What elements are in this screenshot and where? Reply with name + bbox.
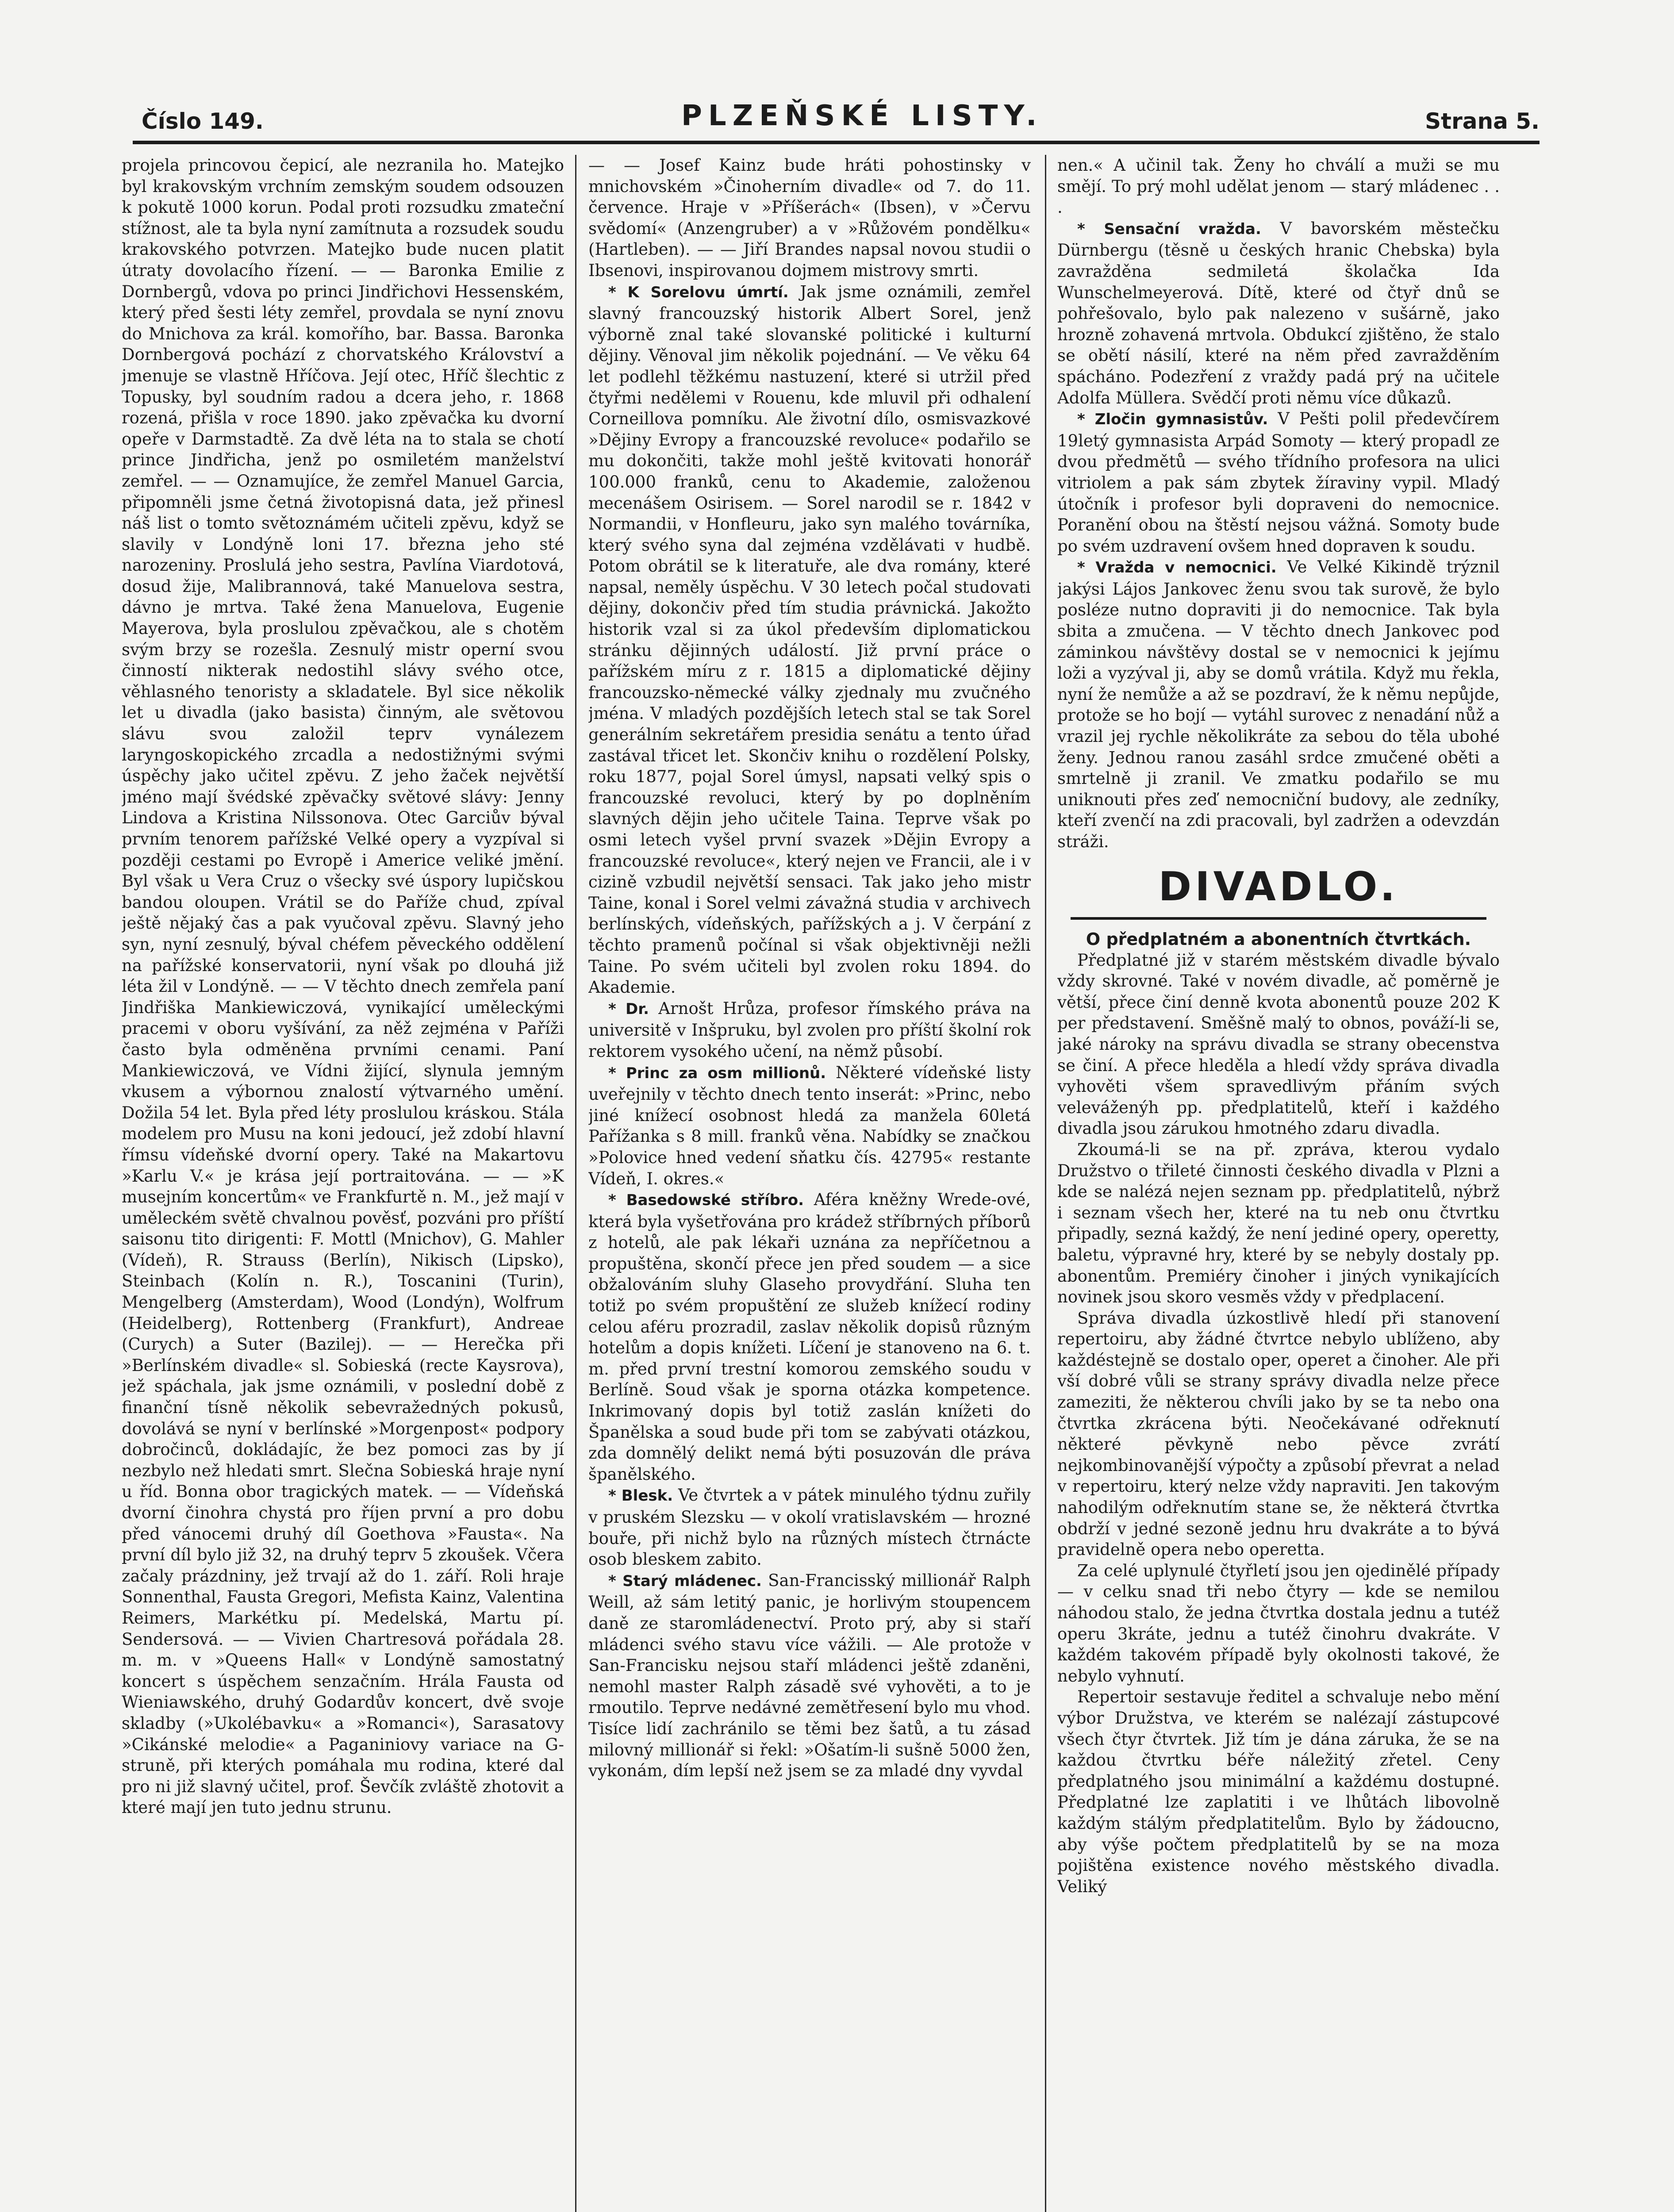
- article-headline: * K Sorelovu úmrtí.: [608, 283, 789, 301]
- article-paragraph: * Basedowské stříbro. Aféra kněžny Wrede-ové, která byla vyšetřována pro krádež stříbrných příborů z hotelů, ale pak lékaři uznána za nepříčetnou a propuštěna, skončí přece jen před soudem — a sice obžalováním sluhy Glaseho provydřání. Sluha ten totiž po svém propuštění ze služeb knížecí rodiny celou aféru prozradil, zaslav několik dopisů různým hotelům a dopis knížeti. Líčení je stanoveno na 6. t. m. před první trestní komorou zemského soudu v Berlíně. Soud však je sporna otázka kompetence. Inkrimovaný dopis byl totiž zaslán knížeti do Španělska a soud bude při tom se zabývati otázkou, zda domnělý delikt nemá býti posuzován dle práva španělského.: [588, 1190, 1031, 1484]
- theatre-rule: [1071, 917, 1486, 920]
- article-paragraph: Předplatné již v starém městském divadle bývalo vždy skrovné. Také v novém divadle, ač poměrně je větší, přece činí denně kvota abonentů pouze 202 K per představení. Směšně malý to obnos, pováží-li se, jaké nároky na správu divadla se strany obecenstva se činí. A přece hleděla a hledí vždy správa divadla vyhověti všem spravedlivým přáním svých veleváženýh pp. předplatitelů, kteří i každého divadla jsou zárukou hmotného zdaru divadla.: [1057, 950, 1500, 1138]
- page-header: [142, 100, 1540, 139]
- article-headline: * Basedowské stříbro.: [608, 1191, 804, 1210]
- page-number: Strana 5.: [1425, 108, 1540, 134]
- theatre-subhead: O předplatném a abonentních čtvrtkách.: [1086, 929, 1471, 949]
- issue-number: Číslo 149.: [142, 108, 264, 134]
- article-paragraph: * Starý mládenec. San-Francisský millionář Ralph Weill, až sám letitý panic, je horlivým stoupencem daně ze staromládenectví. Proto prý, aby si staří mládenci svého stavu více vážili. — Ale protože v San-Francisku nejsou staří mládenci ještě zdaněni, nemohl master Ralph zásadě své vyhověti, a to je rmoutilo. Teprve nedávné zemětřesení bylo mu vhod. Tisíce lidí zachránilo se těmi bez šatů, a tu zásad milovný millionář si řekl: »Ošatím-li sušně 5000 žen, vykonám, dím lepší než jsem se za mladé dny vyvdal: [588, 1571, 1031, 1781]
- theatre-article: [1057, 950, 1500, 1897]
- article-headline: * Blesk.: [608, 1487, 673, 1505]
- column-divider: [1045, 155, 1046, 2212]
- newspaper-title: PLZEŇSKÉ LISTY.: [681, 100, 1043, 132]
- article-paragraph: Správa divadla úzkostlivě hledí při stanovení repertoiru, aby žádné čtvrtce nebylo ublíženo, aby každéstejně se dostalo oper, operet a činoher. Ale při vší dobré vůli se strany správy divadla nelze přece zameziti, že některou chvíli jako by se ta nebo ona čtvrtka zkrácena býti. Neočekávané odřeknutí některé pěvkyně nebo pěvce zvrátí nejkombinovanější výpočty a způsobí převrat a nelad v repertoiru, který nelze vždy napraviti. Jen takovým nahodilým odřeknutím stane se, že některá čtvrtka obdrží v jedné sezoně jednu hru dvakráte a to bývá pravidelně opera nebo operetta.: [1057, 1308, 1500, 1559]
- article-paragraph: — — Josef Kainz bude hráti pohostinsky v mnichovském »Činoherním divadle« od 7. do 11. července. Hraje v »Příšerách« (Ibsen), v »Červu svědomí« (Anzengruber) a v »Růžovém pondělku« (Hartleben). — — Jiří Brandes napsal novou studii o Ibsenovi, inspirovanou dojmem mistrovy smrti.: [588, 156, 1031, 280]
- article-headline: * Zločin gymnasistův.: [1077, 411, 1268, 429]
- article-headline: * Princ za osm millionů.: [608, 1064, 826, 1082]
- article-paragraph: * Blesk. Ve čtvrtek a v pátek minulého týdnu zuřily v pruském Slezsku — v okolí vratislavském — hrozné bouře, při nichž bylo na různých místech čtrnácte osob bleskem zabito.: [588, 1486, 1031, 1569]
- article-paragraph: Zkoumá-li se na př. zpráva, kterou vydalo Družstvo o třileté činnosti českého divadla v Plzni a kde se nalézá nejen seznam pp. předplatitelů, nýbrž i seznam všech her, které na tu neb onu čtvrtku připadly, sezná každý, že není jediné opery, operetty, baletu, výpravné hry, které by se nebyly dostaly pp. abonentům. Premiéry činoher i jiných vynikajících novinek jsou skoro vesměs vždy v předplacení.: [1057, 1140, 1500, 1307]
- article-headline: * Vražda v nemocnici.: [1077, 559, 1277, 577]
- article-headline: * Sensační vražda.: [1077, 220, 1261, 238]
- article-paragraph: * Zločin gymnasistův. V Pešti polil předevčírem 19letý gymnasista Arpád Somoty — který propadl ze dvou předmětů — svého třídního profesora na ulici vitriolem a pak sám zbytek žíraviny vypil. Mladý útočník i profesor byli dopraveni do nemocnice. Poranění obou na štěstí nejsou vážná. Somoty bude po svém uzdravení ovšem hned dopraven k soudu.: [1057, 409, 1500, 556]
- article-paragraph: projela princovou čepicí, ale nezranila ho. Matejko byl krakovským vrchním zemským soudem odsouzen k pokutě 1000 korun. Podal proti rozsudku zmateční stížnost, ale ta byla nyní zamítnuta a rozsudek soudu krakovského potvrzen. Matejko bude nucen platit útraty dovolacího řízení. — — Baronka Emilie z Dornbergů, vdova po princi Jindřichovi Hessenském, který před šesti léty zemřel, provdala se nyní znovu do Mnichova za král. komořího, bar. Bassa. Baronka Dornbergová pochází z chorvatského Království a jmenuje se vlastně Hříčova. Její otec, Hříč šlechtic z Topusky, byl soudním radou a dcera jeho, r. 1868 rozená, přišla v roce 1890. jako zpěvačka ku dvorní opeře v Darmstadtě. Za dvě léta na to stala se chotí prince Jindřicha, jenž po osmiletém manželství zemřel. — — Oznamujíce, že zemřel Manuel Garcia, připomněli jsme četná životopisná data, jež přinesl náš list o tomto světoznámém učiteli zpěvu, když se slavily v Londýně loni 17. března jeho sté narozeniny. Proslulá jeho sestra, Pavlína Viardotová, dosud žije, Malibrannová, také Manuelova sestra, dávno je mrtva. Také žena Manuelova, Eugenie Mayerova, byla proslulou zpěvačkou, ale s chotěm svým brzy se rozešla. Zesnulý mistr operní svou činností nikterak nedostihl slávy svého otce, věhlasného tenoristy a skladatele. Byl sice několik let u divadla (jako basista) činným, ale světovou slávu svou založil teprv vynálezem laryngoskopického zrcadla a nedostižnými svými úspěchy jako učitel zpěvu. Z jeho žaček největší jméno mají švédské zpěvačky světové slávy: Jenny Lindova a Kristina Nilssonova. Otec Garciův býval prvním tenorem pařížské Velké opery a vyzpíval si později cestami po Evropě i Americe veliké jmění. Byl však u Vera Cruz o všecky své úspory lupičskou bandou oloupen. Vrátil se do Paříže chud, zpíval ještě nějaký čas a pak vyučoval zpěvu. Slavný jeho syn, nyní zesnulý, býval chéfem pěveckého oddělení na pařížské konservatorii, nyní však po dlouhá již léta žil v Londýně. — — V těchto dnech zemřela paní Jindřiška Mankiewiczová, vynikající uměleckými pracemi v oboru vyšívání, za něž zejména v Paříži často byla odměněna prvními cenami. Paní Mankiewiczová, ve Vídni žijící, slynula jemným vkusem a výbornou znalostí výtvarného umění. Dožila 54 let. Byla před léty proslulou kráskou. Stála modelem pro Musu na koni jedoucí, jež zdobí hlavní římsu vídeňské dvorní opery. Také na Makartovu »Karlu V.« je krása její portraitována. — — »K musejním koncertům« ve Frankfurtě n. M., jež mají v uměleckém světě chvalnou pověsť, pozváni pro příští saisonu tito dirigenti: F. Mottl (Mnichov), G. Mahler (Vídeň), R. Strauss (Berlín), Nikisch (Lipsko), Steinbach (Kolín n. R.), Toscanini (Turin), Mengelberg (Amsterdam), Wood (Londýn), Wolfrum (Heidelberg), Rottenberg (Frankfurt), Andreae (Curych) a Suter (Bazilej). — — Herečka při »Berlínském divadle« sl. Sobieská (recte Kaysrova), jež spáchala, jak jsme oznámili, v poslední době z finanční tísně několik sebevražedných pokusů, dovolává se nyní v berlínské »Morgenpost« podpory dobročinců, dokládajíc, že bez pomoci zas by jí nezbylo než hledati smrt. Slečna Sobieská hraje nyní u říd. Bonna obor tragických matek. — — Vídeňská dvorní činohra chystá pro říjen první a pro dobu před vánocemi druhý díl Goethova »Fausta«. Na první díl bylo již 32, na druhý teprv 5 zkoušek. Včera začaly prázdniny, jež trvají až do 1. září. Roli hraje Sonnenthal, Fausta Gregori, Mefista Kainz, Valentina Reimers, Markétku pí. Medelská, Martu pí. Sendersová. — — Vivien Chartresová pořádala 28. m. m. v »Queens Hall« v Londýně samostatný koncert s úspěchem senzačním. Hrála Fausta od Wieniawského, druhý Godardův koncert, dvě svoje skladby (»Ukolébavku« a »Romanci«), Sarasatovy »Cikánské melodie« a Paganiniovy variace na G-struně, při kterých pomáhala mu rodina, které dal pro ni již slavný učitel, prof. Ševčík zvláště zhotovit a které mají jen tuto jednu strunu.: [122, 156, 564, 1817]
- article-headline: * Dr.: [608, 1000, 649, 1018]
- article-paragraph: * Vražda v nemocnici. Ve Velké Kikindě trýznil jakýsi Lájos Jankovec ženu svou tak surově, že bylo posléze nutno dopraviti ji do nemocnice. Tak byla sbita a zmučena. — V těchto dnech Jankovec pod záminkou návštěvy dostal se v nemocnici k jejímu loži a vyzýval ji, aby se domů vrátila. Když mu řekla, nyní že nemůže a až se pozdraví, že k němu nepůjde, protože se ho bojí — vytáhl surovec z nenadání nůž a vrazil jej rychle několikráte za sebou do těla ubohé ženy. Jednou ranou zasáhl srdce zmučené oběti a smrtelně ji zranil. Ve zmatku podařilo se mu uniknouti přes zeď nemocniční budovy, ale zedníky, kteří zvenčí na zdi pracovali, byl zadržen a odevzdán stráži.: [1057, 557, 1500, 851]
- article-headline: * Starý mládenec.: [608, 1572, 762, 1590]
- column-2: [588, 155, 1031, 2212]
- column-3-news: [1057, 155, 1500, 853]
- article-paragraph: * K Sorelovu úmrtí. Jak jsme oznámili, zemřel slavný francouzský historik Albert Sorel, jenž výborně znal také slovanské politické i kulturní dějiny. Věnoval jim několik pojednání. — Ve věku 64 let podlehl těžkému nastuzení, které si utržil před čtyřmi nedělemi v Rouenu, kde mluvil při odhalení Corneillova pomníku. Ale životní dílo, osmisvazkové »Dějiny Evropy a francouzské revoluce« podařilo se mu dokončiti, takže mohl ještě kvitovati honorář 100.000 franků, cenu to Akademie, založenou mecenášem Osirisem. — Sorel narodil se r. 1842 v Normandii, v Honfleuru, jako syn malého továrníka, který svého syna dal zejména vzdělávati v hudbě. Potom obrátil se k literatuře, ale dva romány, které napsal, neměly úspěchu. V 30 letech počal studovati dějiny, dokončiv před tím studia právnická. Jakožto historik vzal si za úkol především diplomatickou stránku dějinných událostí. Již první práce o pařížském míru z r. 1815 a diplomatické dějiny francouzsko-německé války zjednaly mu zvučného jména. V mladých pozdějších letech stal se tak Sorel generálním sekretářem presidia senátu a tento úřad zastával třicet let. Skončiv knihu o rozdělení Polsky, roku 1877, pojal Sorel úmysl, napsati velký spis o francouzské revoluci, který by po doplněním slavných dějin jeho učitele Taina. Teprve však po osmi letech vyšel první svazek »Dějin Evropy a francouzské revoluce«, který nejen ve Francii, ale i v cizině vzbudil největší sensaci. Tak jako jeho mistr Taine, konal i Sorel velmi závažná studia v archivech berlínských, vídeňských, pařížských a j. V čerpání z těchto pramenů počínal si však objektivněji nežli Taine. Po svém učiteli byl zvolen roku 1894. do Akademie.: [588, 282, 1031, 997]
- article-paragraph: * Sensační vražda. V bavorském městečku Dürnbergu (těsně u českých hranic Chebska) byla zavražděna sedmiletá školačka Ida Wunschelmeyerová. Dítě, které od čtyř dnů se pohřešovalo, bylo pak nalezeno v sušárně, jako hrozně zohavená mrtvola. Obdukcí zjištěno, že stalo se obětí násilí, které na něm před zavražděním spácháno. Podezření z vraždy padá prý na učitele Adolfa Müllera. Svědčí proti němu více důkazů.: [1057, 219, 1500, 407]
- article-paragraph: * Dr. Arnošt Hrůza, profesor římského práva na universitě v Inšpruku, byl zvolen pro příští školní rok rektorem vysokého učení, na němž působí.: [588, 998, 1031, 1061]
- article-paragraph: Za celé uplynulé čtyřletí jsou jen ojedinělé případy — v celku snad tři nebo čtyry — kde se nemilou náhodou stalo, že jedna čtvrtka dostala jednu a tutéž operu 3kráte, jednu a tutéž činohru dvakráte. V každém takovém případě byly okolnosti takové, že nebylo vyhnutí.: [1057, 1561, 1500, 1686]
- column-3: [1057, 155, 1500, 2212]
- header-rule: [133, 141, 1540, 144]
- article-paragraph: * Princ za osm millionů. Některé vídeňské listy uveřejnily v těchto dnech tento inserát: »Princ, nebo jiné knížecí osobnost hledá za manžela 60letá Pařížanka s 8 mill. franků věna. Nabídky se značkou »Polovice hned vedení sňatku čís. 42795« restante Vídeň, I. okres.«: [588, 1063, 1031, 1188]
- theatre-masthead: DIVADLO.: [1158, 863, 1399, 910]
- article-paragraph: Repertoir sestavuje ředitel a schvaluje nebo mění výbor Družstva, ve kterém se nalézají zástupcové všech čtyr čtvrtek. Již tím je dána záruka, že se na každou čtvrtku béře náležitý zřetel. Ceny předplatného jsou minimální a každému dostupné. Předplatné lze zaplatiti i ve lhůtách libovolně každým stálým předplatitelům. Bylo by žádoucno, aby výše počtem předplatitelů by se na moza pojištěna existence nového městského divadla. Veliký: [1057, 1687, 1500, 1896]
- column-1: [122, 155, 564, 2212]
- article-paragraph: nen.« A učinil tak. Ženy ho chválí a muži se mu smějí. To prý mohl udělat jenom — starý mládenec . . .: [1057, 156, 1500, 217]
- column-divider: [575, 155, 576, 2212]
